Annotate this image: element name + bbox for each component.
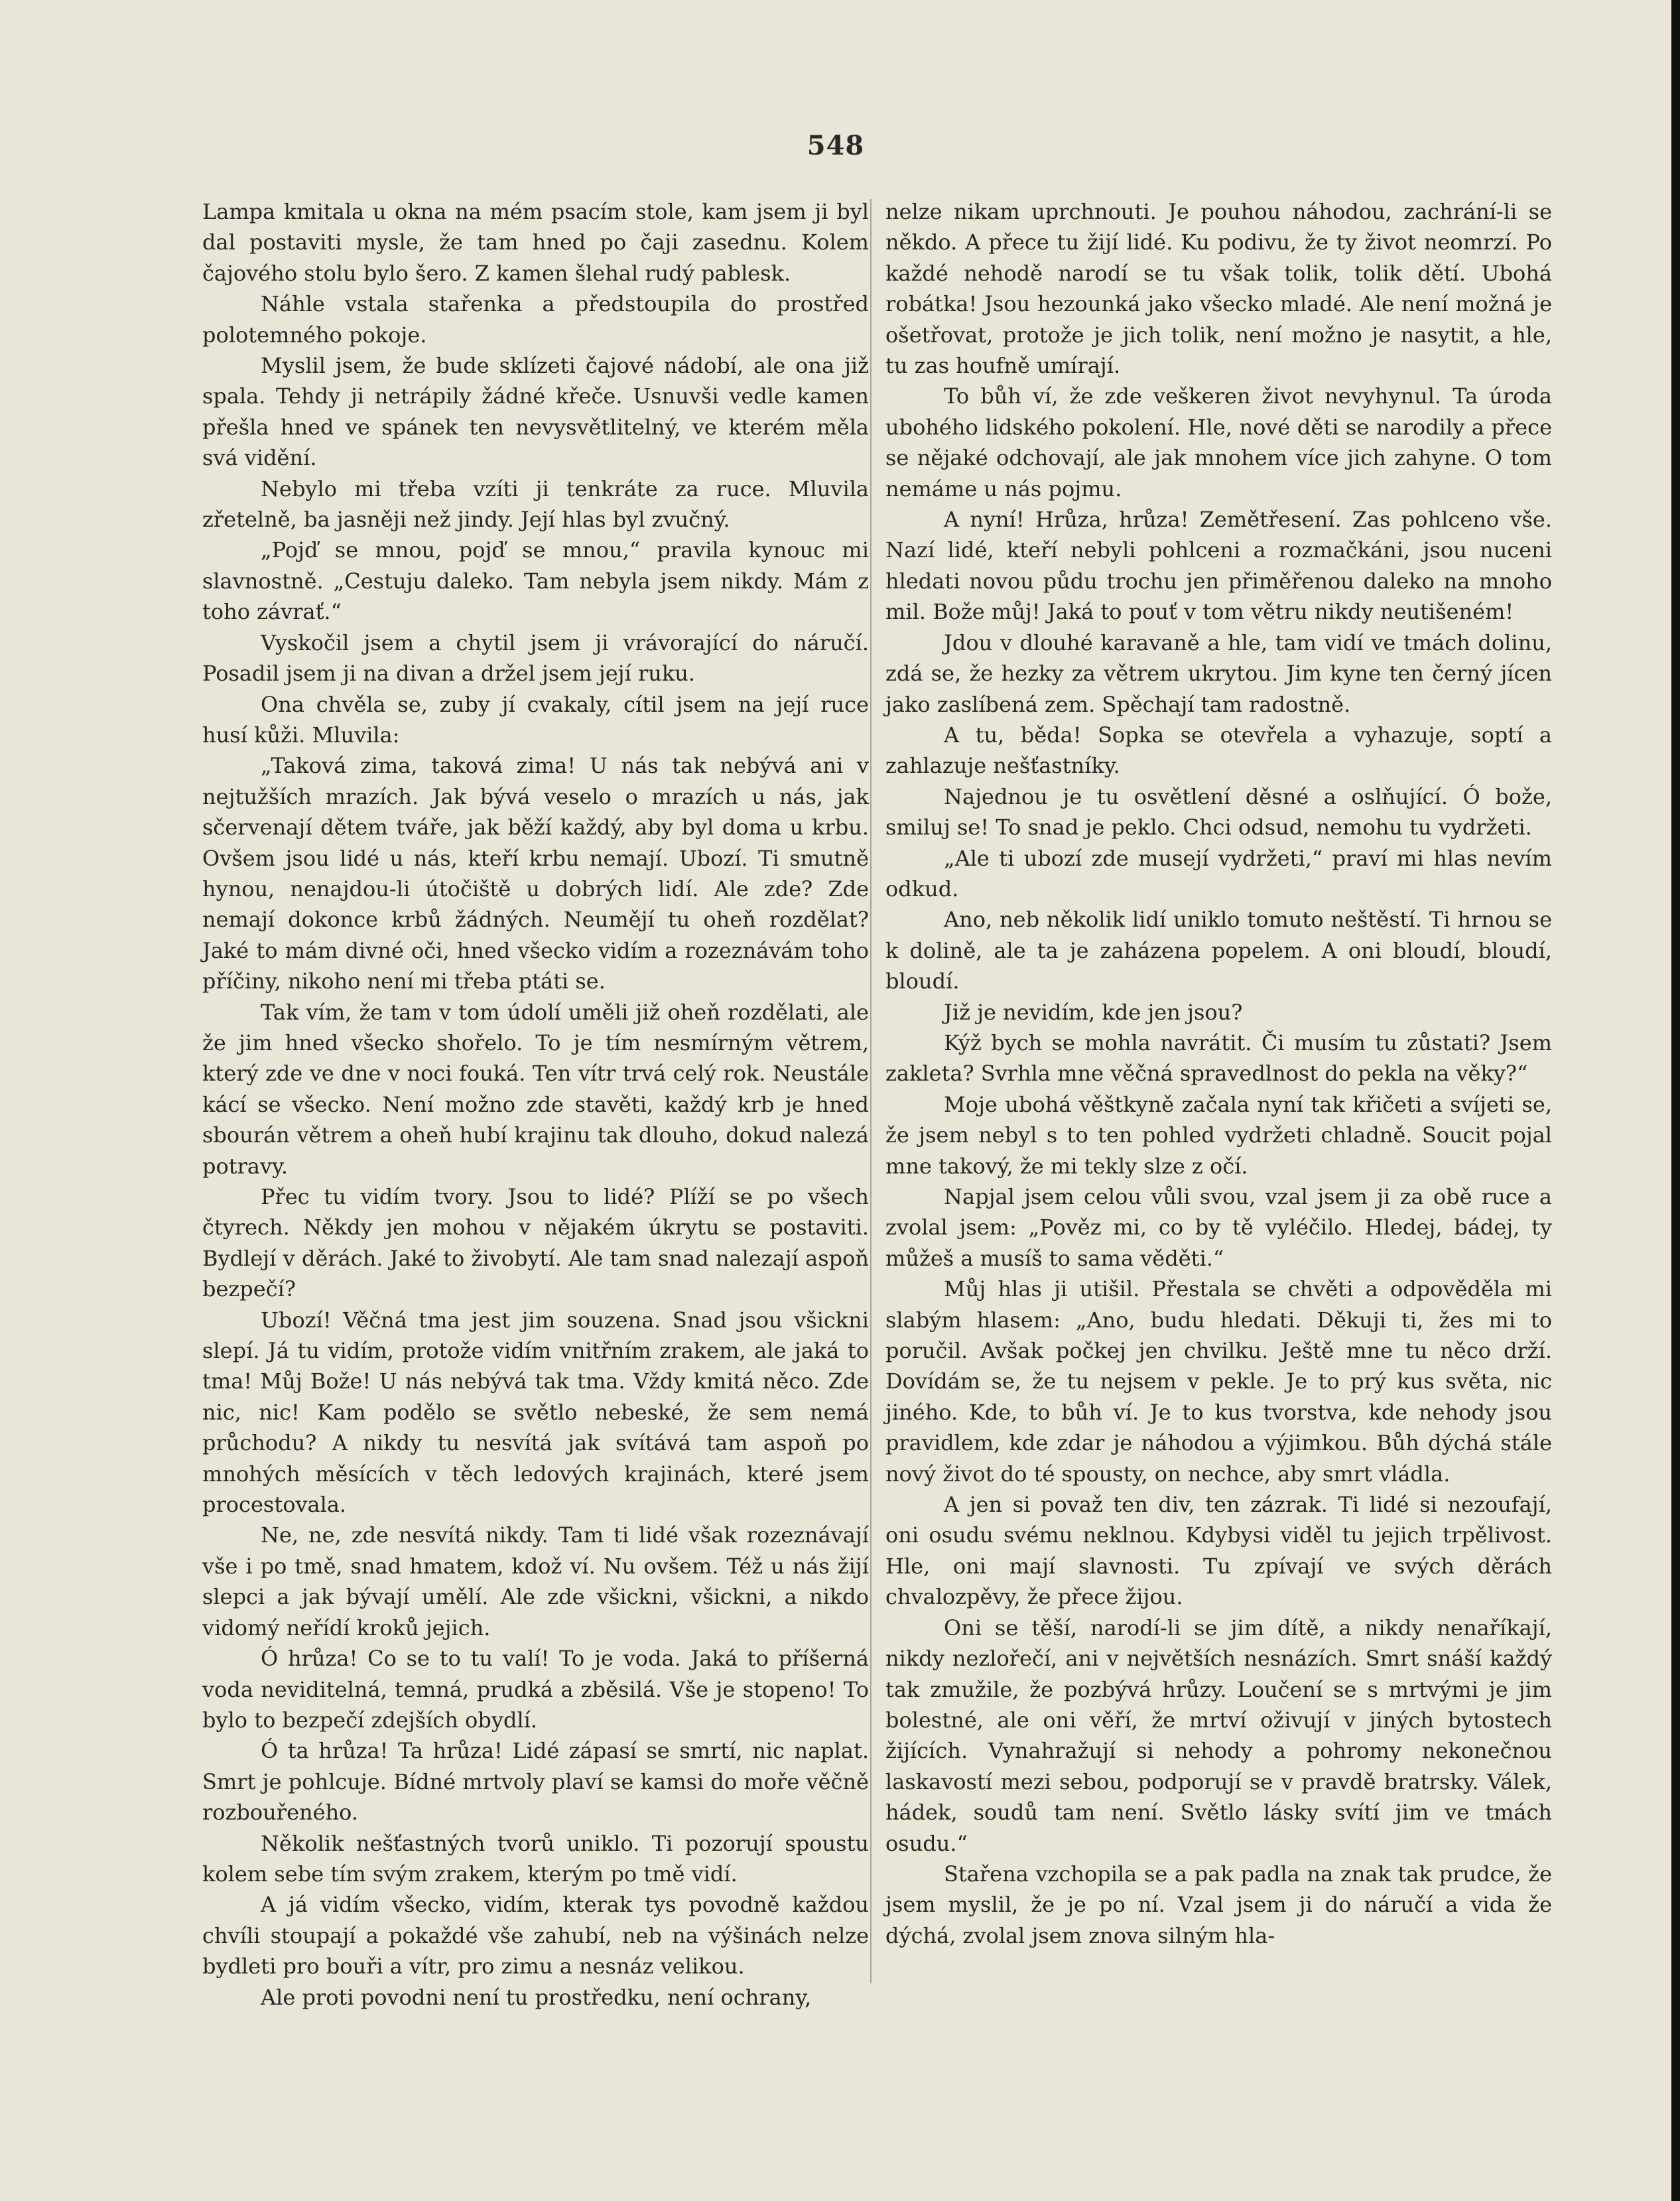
paragraph: Vyskočil jsem a chytil jsem ji vrávorající do náručí. Posadil jsem ji na divan a držel jsem její ruku. [202, 630, 869, 687]
column-divider [870, 199, 872, 1983]
paragraph: Ale proti povodni není tu prostředku, není ochrany, [261, 1984, 812, 2010]
paragraph: A já vidím všecko, vidím, kterak tys povodně každou chvíli stoupají a pokaždé vše zahubí, neb na výšinách nelze bydleti pro bouři a vítr, pro zimu a nesnáz velikou. [202, 1892, 869, 1979]
paragraph: Ubozí! Věčná tma jest jim souzena. Snad jsou všickni slepí. Já tu vidím, protože vidím vnitřním zrakem, ale jaká to tma! Můj Bože! U nás nebývá tak tma. Vždy kmitá něco. Zde nic, nic! Kam podělo se světlo nebeské, že sem nemá průchodu? A nikdy tu nesvítá jak svítává tam aspoň po mnohých měsících v těch ledových krajinách, které jsem procestovala. [202, 1307, 869, 1518]
paragraph: Tak vím, že tam v tom údolí uměli již oheň rozdělati, ale že jim hned všecko shořelo. To je tím nesmírným větrem, který zde ve dne v noci fouká. Ten vítr trvá celý rok. Neustále kácí se všecko. Není možno zde stavěti, každý krb je hned sbourán větrem a oheň hubí krajinu tak dlouho, dokud nalezá potravy. [202, 999, 869, 1179]
left-column [202, 196, 869, 2013]
paragraph: Přec tu vidím tvory. Jsou to lidé? Plíží se po všech čtyrech. Někdy jen mohou v nějakém úkrytu se postaviti. Bydlejí v děrách. Jaké to živobytí. Ale tam snad nalezají aspoň bezpečí? [202, 1184, 869, 1302]
paragraph: Ano, neb několik lidí uniklo tomuto neštěstí. Ti hrnou se k dolině, ale ta je zaházena popelem. A oni bloudí, bloudí, bloudí. [885, 907, 1552, 994]
paragraph: Stařena vzchopila se a pak padla na znak tak prudce, že jsem myslil, že je po ní. Vzal jsem ji do náručí a vida že dýchá, zvolal jsem znova silným hla- [885, 1861, 1552, 1948]
paragraph: Náhle vstala stařenka a předstoupila do prostřed polotemného pokoje. [202, 291, 869, 348]
paragraph: nelze nikam uprchnouti. Je pouhou náhodou, zachrání-li se někdo. A přece tu žijí lidé. Ku podivu, že ty život neomrzí. Po každé nehodě narodí se tu však tolik, tolik dětí. Ubohá robátka! Jsou hezounká jako všecko mladé. Ale není možná je ošetřovat, protože je jich tolik, není možno je nasytit, a hle, tu zas houfně umírají. [885, 199, 1552, 379]
paragraph: „Pojď se mnou, pojď se mnou,“ pravila kynouc mi slavnostně. „Cestuju daleko. Tam nebyla jsem nikdy. Mám z toho závrať.“ [202, 537, 869, 625]
paragraph: Lampa kmitala u okna na mém psacím stole, kam jsem ji byl dal postaviti mysle, že tam hned po čaji zasednu. Kolem čajového stolu bylo šero. Z kamen šlehal rudý pablesk. [202, 199, 869, 286]
paragraph: Kýž bych se mohla navrátit. Či musím tu zůstati? Jsem zakleta? Svrhla mne věčná spravedlnost do pekla na věky?“ [885, 1030, 1552, 1087]
paragraph: „Ale ti ubozí zde musejí vydržeti,“ praví mi hlas nevím odkud. [885, 845, 1552, 901]
paragraph: Najednou je tu osvětlení děsné a oslňující. Ó bože, smiluj se! To snad je peklo. Chci odsud, nemohu tu vydržeti. [885, 783, 1552, 840]
paragraph: Ó hrůza! Co se to tu valí! To je voda. Jaká to příšerná voda neviditelná, temná, prudká a zběsilá. Vše je stopeno! To bylo to bezpečí zdejších obydlí. [202, 1646, 869, 1733]
paragraph: Již je nevidím, kde jen jsou? [944, 999, 1243, 1025]
right-column [885, 196, 1552, 1951]
paragraph: To bůh ví, že zde veškeren život nevyhynul. Ta úroda ubohého lidského pokolení. Hle, nové děti se narodily a přece se nějaké odchovají, ale jak mnohem více jich zahyne. O tom nemáme u nás pojmu. [885, 383, 1552, 501]
paragraph: Moje ubohá věštkyně začala nyní tak křičeti a svíjeti se, že jsem nebyl s to ten pohled vydržeti chladně. Soucit pojal mne takový, že mi tekly slze z očí. [885, 1091, 1552, 1179]
paragraph: A nyní! Hrůza, hrůza! Zemětřesení. Zas pohlceno vše. Nazí lidé, kteří nebyli pohlceni a rozmačkáni, jsou nuceni hledati novou půdu trochu jen přiměřenou daleko na mnoho mil. Bože můj! Jaká to pouť v tom větru nikdy neutišeném! [885, 507, 1552, 625]
paragraph: Oni se těší, narodí-li se jim dítě, a nikdy nenaříkají, nikdy nezlořečí, ani v největších nesnázích. Smrt snáší každý tak zmužile, že pozbývá hrůzy. Loučení se s mrtvými je jim bolestné, ale oni věří, že mrtví oživují v jiných bytostech žijících. Vynahražují si nehody a pohromy nekonečnou laskavostí mezi sebou, podporují se v pravdě bratrsky. Válek, hádek, soudů tam není. Světlo lásky svítí jim ve tmách osudu.“ [885, 1615, 1552, 1856]
paragraph: „Taková zima, taková zima! U nás tak nebývá ani v nejtužších mrazích. Jak bývá veselo o mrazích u nás, jak sčervenají dětem tváře, jak běží každý, aby byl doma u krbu. Ovšem jsou lidé u nás, kteří krbu nemají. Ubozí. Ti smutně hynou, nenajdou-li útočiště u dobrých lidí. Ale zde? Zde nemají dokonce krbů žádných. Neumějí tu oheň rozdělat? Jaké to mám divné oči, hned všecko vidím a rozeznávám toho příčiny, nikoho není mi třeba ptáti se. [202, 753, 869, 994]
page-number: 548 [807, 130, 865, 161]
paragraph: Ne, ne, zde nesvítá nikdy. Tam ti lidé však rozeznávají vše i po tmě, snad hmatem, kdož ví. Nu ovšem. Též u nás žijí slepci a jak bývají umělí. Ale zde všickni, všickni, a nikdo vidomý neřídí kroků jejich. [202, 1522, 869, 1640]
paragraph: Nebylo mi třeba vzíti ji tenkráte za ruce. Mluvila zřetelně, ba jasněji než jindy. Její hlas byl zvučný. [202, 476, 869, 533]
scan-edge [1671, 0, 1680, 2201]
paragraph: Napjal jsem celou vůli svou, vzal jsem ji za obě ruce a zvolal jsem: „Pověz mi, co by tě vyléčilo. Hledej, bádej, ty můžeš a musíš to sama věděti.“ [885, 1184, 1552, 1271]
paragraph: A jen si považ ten div, ten zázrak. Ti lidé si nezoufají, oni osudu svému neklnou. Kdybysi viděl tu jejich trpělivost. Hle, oni mají slavnosti. Tu zpívají ve svých děrách chvalozpěvy, že přece žijou. [885, 1492, 1552, 1610]
paragraph: A tu, běda! Sopka se otevřela a vyhazuje, soptí a zahlazuje nešťastníky. [885, 722, 1552, 779]
paragraph: Jdou v dlouhé karavaně a hle, tam vidí ve tmách dolinu, zdá se, že hezky za větrem ukrytou. Jim kyne ten černý jícen jako zaslíbená zem. Spěchají tam radostně. [885, 630, 1552, 717]
paragraph: Několik nešťastných tvorů uniklo. Ti pozorují spoustu kolem sebe tím svým zrakem, kterým po tmě vidí. [202, 1830, 869, 1887]
paragraph: Můj hlas ji utišil. Přestala se chvěti a odpověděla mi slabým hlasem: „Ano, budu hledati. Děkuji ti, žes mi to poručil. Avšak počkej jen chvilku. Ještě mne tu něco drží. Dovídám se, že tu nejsem v pekle. Je to prý kus světa, nic jiného. Kde, to bůh ví. Je to kus tvorstva, kde nehody jsou pravidlem, kde zdar je náhodou a výjimkou. Bůh dýchá stále nový život do té spousty, on nechce, aby smrt vládla. [885, 1276, 1552, 1487]
paragraph: Myslil jsem, že bude sklízeti čajové nádobí, ale ona již spala. Tehdy ji netrápily žádné křeče. Usnuvši vedle kamen přešla hned ve spánek ten nevysvětlitelný, ve kterém měla svá vidění. [202, 353, 869, 471]
paragraph: Ona chvěla se, zuby jí cvakaly, cítil jsem na její ruce husí kůži. Mluvila: [202, 691, 869, 748]
paragraph: Ó ta hrůza! Ta hrůza! Lidé zápasí se smrtí, nic naplat. Smrt je pohlcuje. Bídné mrtvoly plaví se kamsi do moře věčně rozbouřeného. [202, 1738, 869, 1826]
